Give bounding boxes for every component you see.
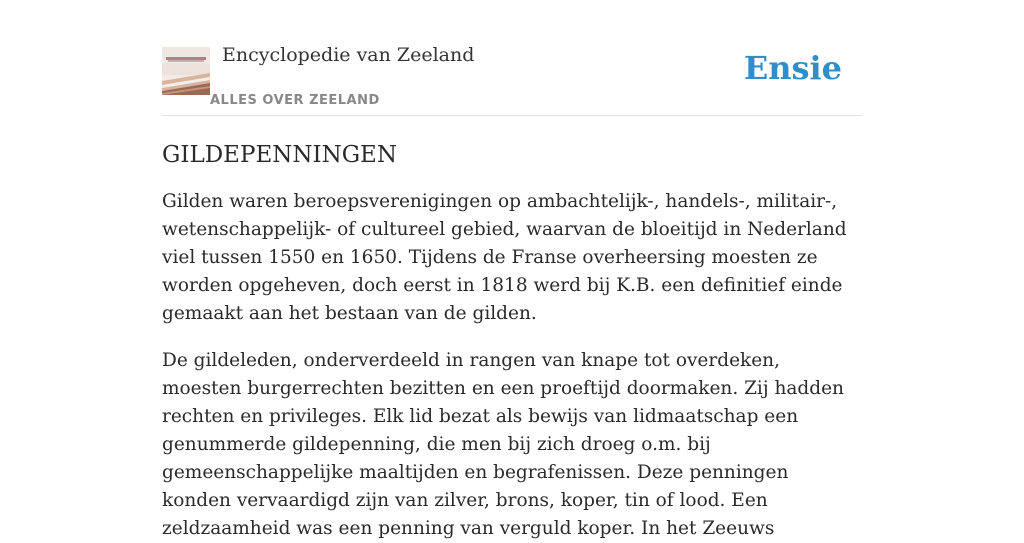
site-tagline: ALLES OVER ZEELAND — [210, 93, 380, 108]
ensie-logo[interactable]: Ensie — [743, 49, 842, 87]
article-paragraph: De gildeleden, onderverdeeld in rangen van knape tot overdeken, moesten burgerrechten bezitten en een proeftijd doormaken. Zij hadden rechten en privileges. Elk lid bezat als bewijs van lidmaatschap een genummerde gildepenning, die men bij zich droeg o.m. bij gemeenschappelijke maaltijden en begrafenissen. Deze penningen konden vervaardigd zijn van zilver, brons, koper, tin of lood. Een zeldzaamheid was een penning van verguld koper. In het Zeeuws — [162, 350, 844, 539]
site-avatar[interactable] — [162, 47, 210, 95]
site-avatar-image — [162, 47, 210, 95]
site-title[interactable]: Encyclopedie van Zeeland — [222, 44, 475, 66]
site-header — [162, 0, 862, 116]
article-title: GILDEPENNINGEN — [162, 142, 397, 168]
article — [162, 136, 862, 543]
article-paragraph: Gilden waren beroepsverenigingen op ambachtelijk-, handels-, militair-, wetenschappelijk- of cultureel gebied, waarvan de bloeitijd in Nederland viel tussen 1550 en 1650. Tijdens de Franse overheersing moesten ze worden opgeheven, doch eerst in 1818 werd bij K.B. een definitief einde gemaakt aan het bestaan van de gilden. — [162, 191, 847, 324]
